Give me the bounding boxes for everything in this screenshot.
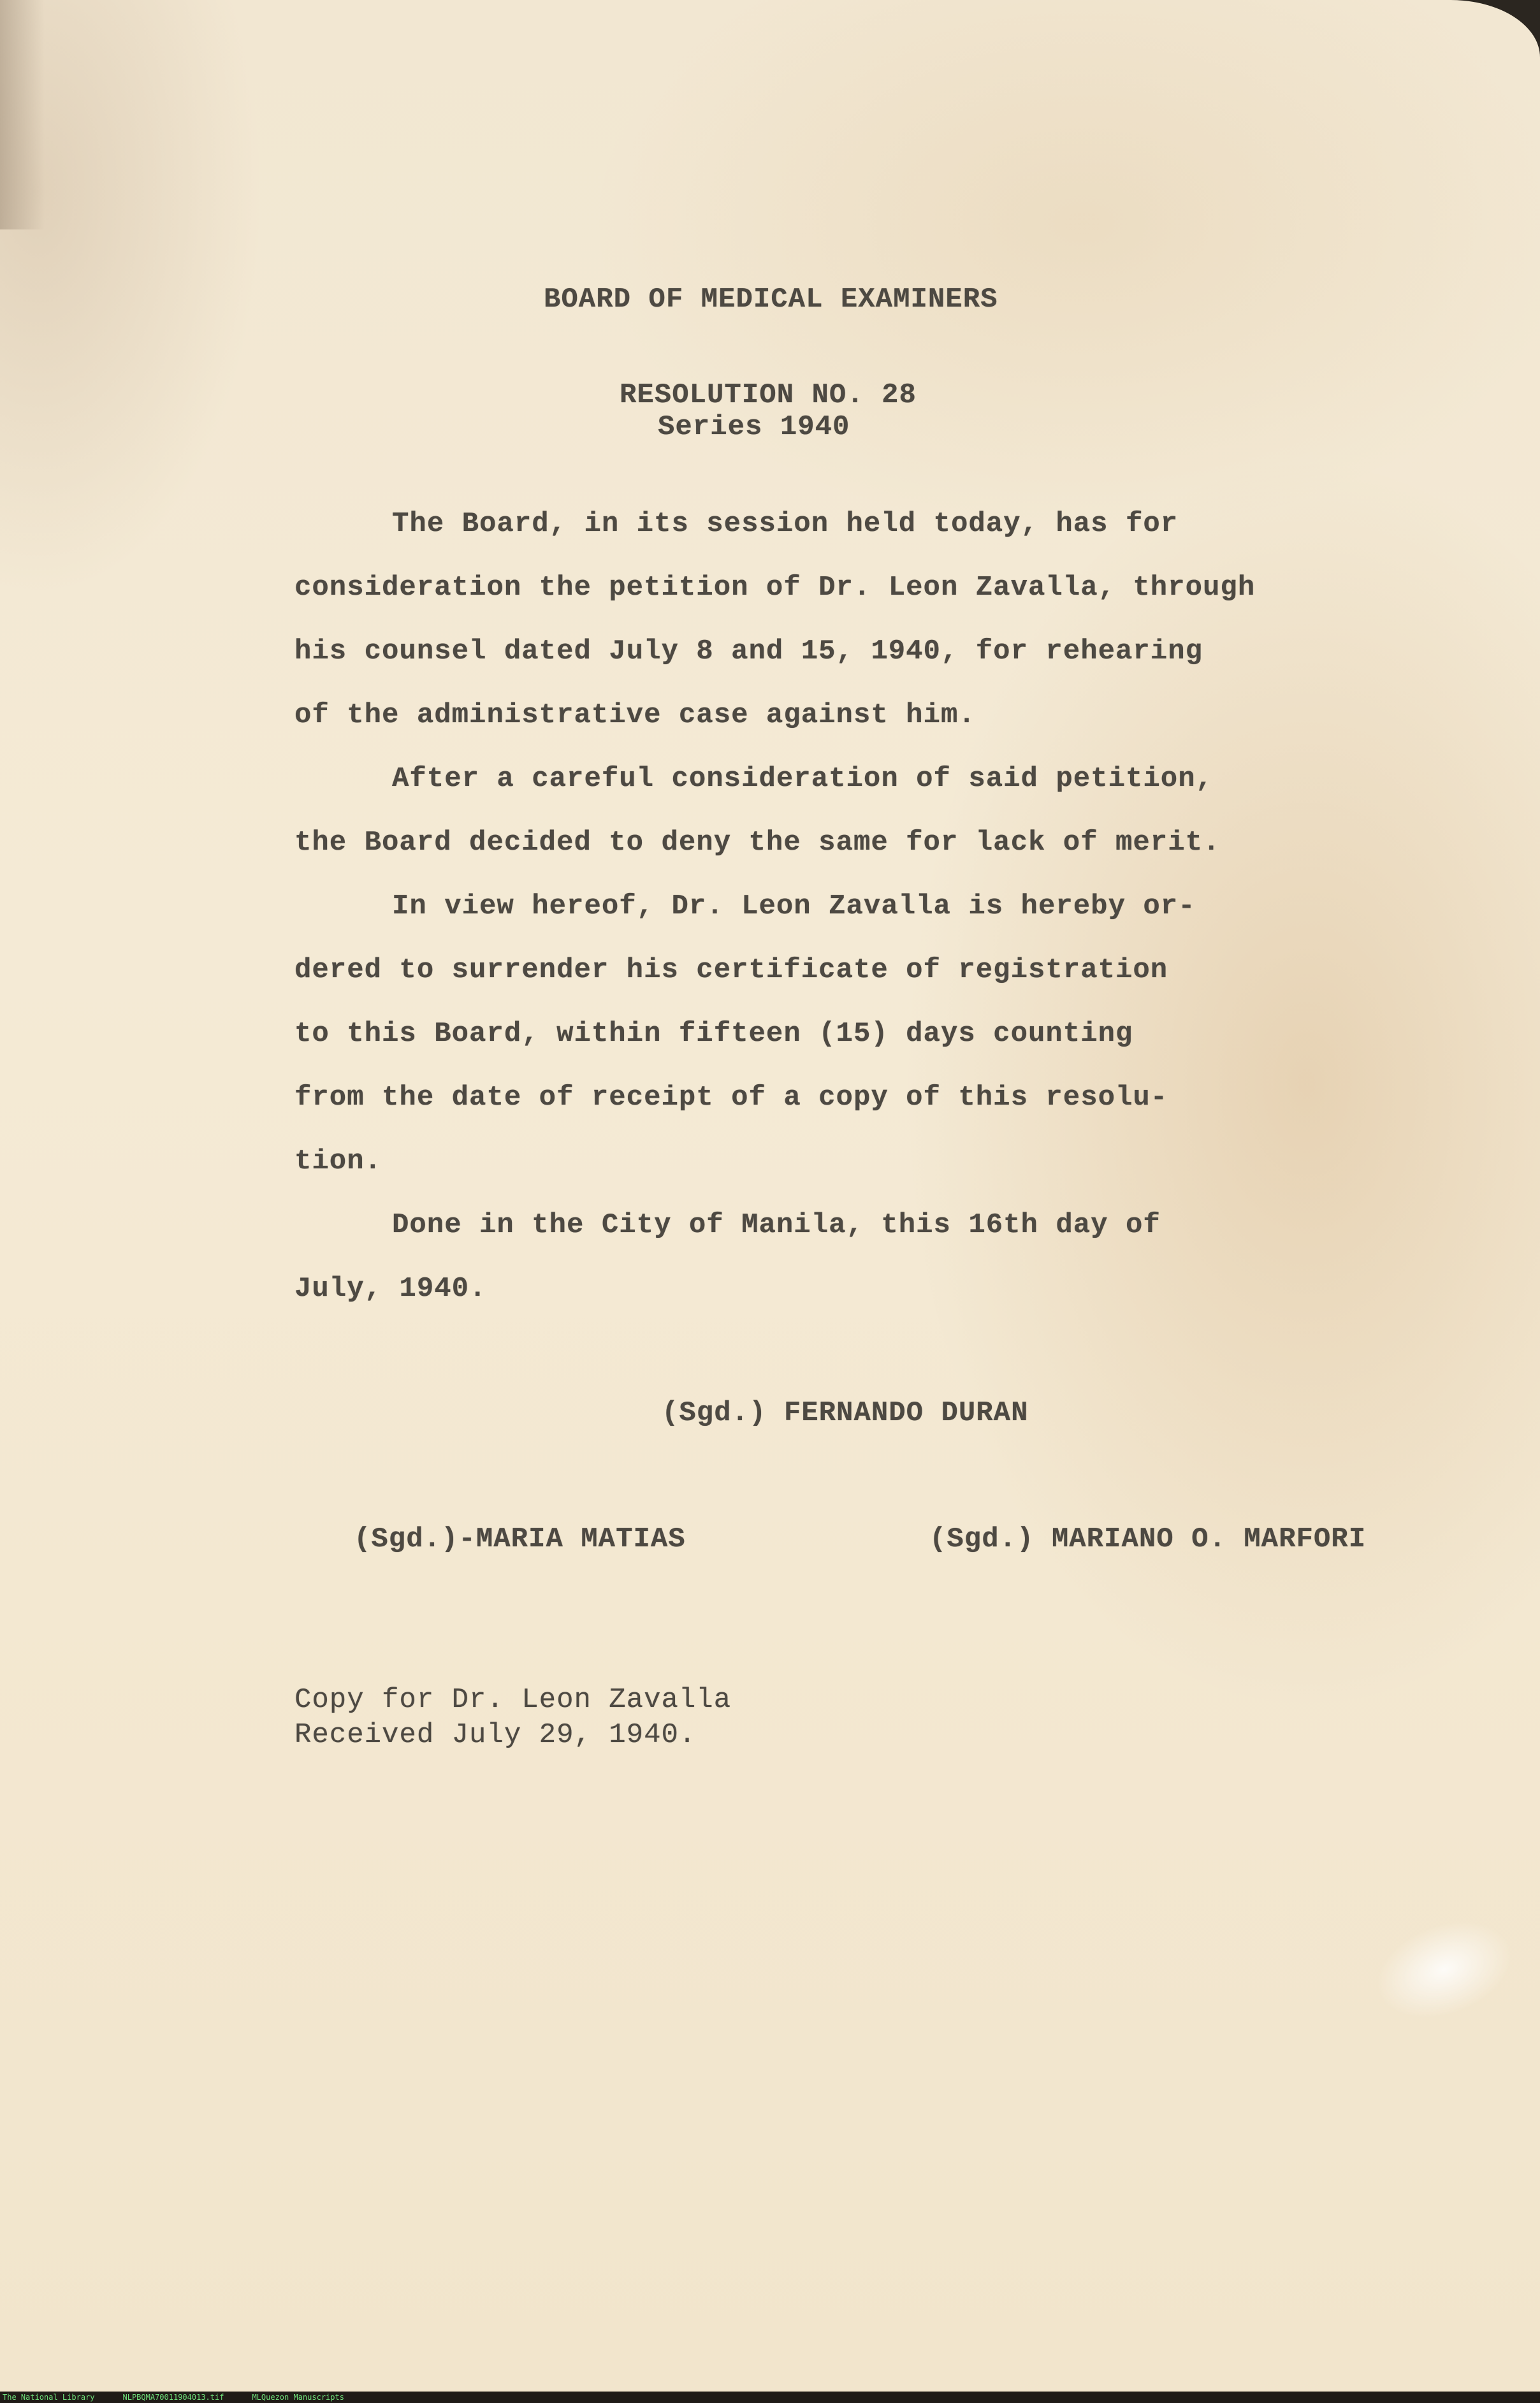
body-line: the Board decided to deny the same for lack of merit. — [294, 827, 1221, 859]
body-line: his counsel dated July 8 and 15, 1940, for rehearing — [294, 635, 1203, 667]
footer-filename: NLPBQMA70011904013.tif — [122, 2393, 224, 2402]
archive-footer-bar — [0, 2392, 1540, 2403]
footer-library: The National Library — [3, 2393, 95, 2402]
body-line: July, 1940. — [294, 1273, 487, 1305]
copy-note-line: Copy for Dr. Leon Zavalla — [294, 1684, 732, 1716]
body-line: Done in the City of Manila, this 16th day of — [392, 1209, 1161, 1241]
body-line: of the administrative case against him. — [294, 699, 976, 731]
body-line: to this Board, within fifteen (15) days counting — [294, 1018, 1133, 1050]
body-line: consideration the petition of Dr. Leon Zavalla, through — [294, 572, 1256, 604]
signature-fernando-duran: (Sgd.) FERNANDO DURAN — [662, 1397, 1029, 1429]
body-line: After a careful consideration of said petition, — [392, 763, 1214, 795]
body-line: tion. — [294, 1145, 382, 1177]
body-line: from the date of receipt of a copy of this resolu- — [294, 1082, 1168, 1114]
copy-note-line: Received July 29, 1940. — [294, 1719, 697, 1751]
resolution-number: RESOLUTION NO. 28 — [620, 379, 917, 411]
paper-wear-mark — [1363, 1904, 1526, 2036]
signature-maria-matias: (Sgd.)-MARIA MATIAS — [354, 1523, 686, 1555]
resolution-series: Series 1940 — [658, 411, 850, 443]
body-line: In view hereof, Dr. Leon Zavalla is hereby or- — [392, 890, 1196, 922]
board-header: BOARD OF MEDICAL EXAMINERS — [544, 284, 998, 316]
body-line: The Board, in its session held today, has for — [392, 508, 1179, 540]
page-fold-shadow — [0, 0, 45, 229]
body-line: dered to surrender his certificate of registration — [294, 954, 1168, 986]
signature-mariano-marfori: (Sgd.) MARIANO O. MARFORI — [929, 1523, 1367, 1555]
footer-collection: MLQuezon Manuscripts — [252, 2393, 344, 2402]
